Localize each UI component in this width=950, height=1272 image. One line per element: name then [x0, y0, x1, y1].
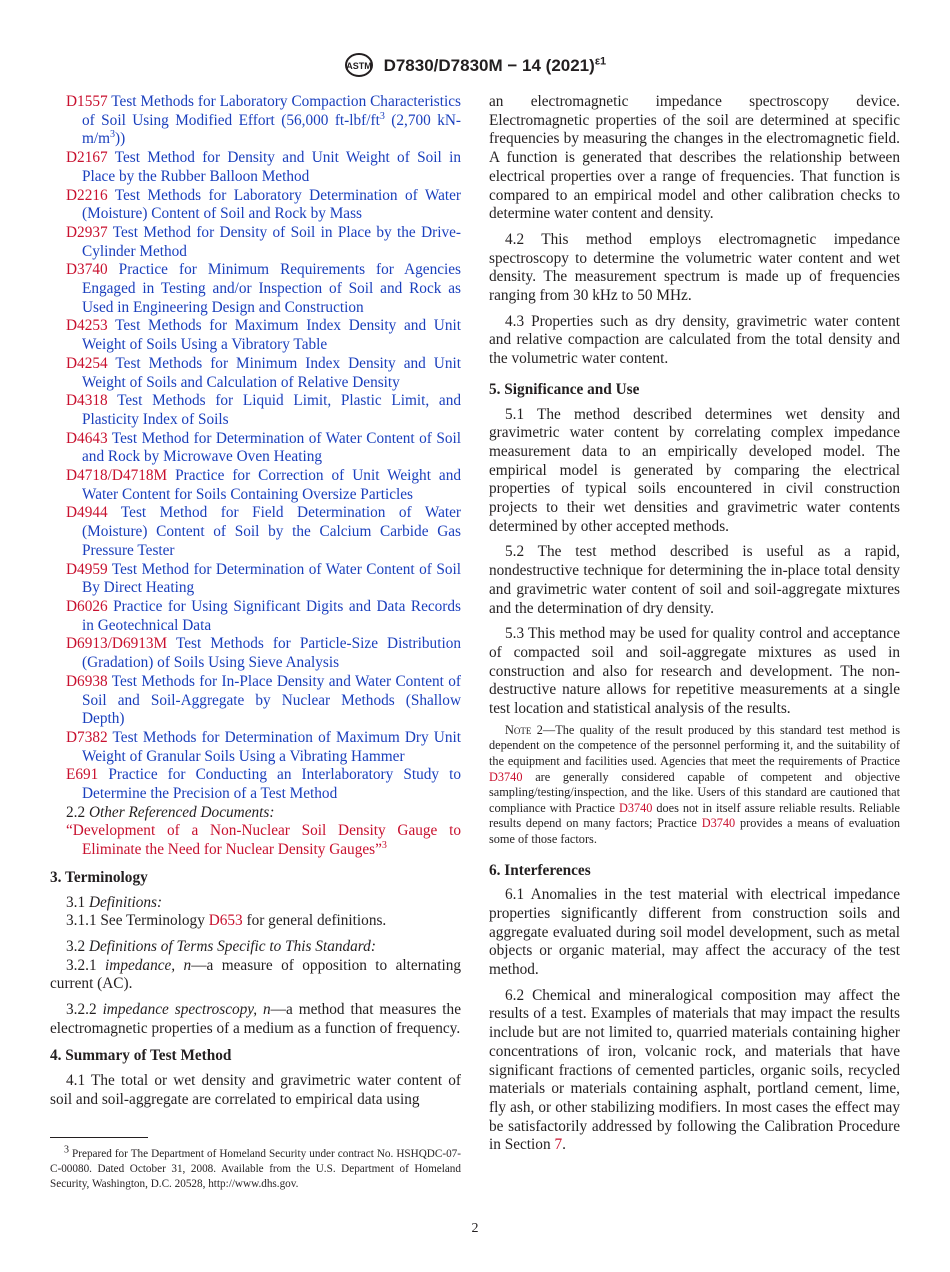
- ref-d4318: D4318 Test Methods for Liquid Limit, Plastic Limit, and Plasticity Index of Soils: [66, 392, 461, 428]
- footnote-3: $^3$ Prepared for The Department of Homeland Security under contract No. HSHQDC-07-C-00080. Dated October 31, 2008. Available from the U.S. Department of Homeland Security, Washington, D.C. 20528, http://www.dhs.gov.: [50, 1144, 461, 1190]
- other-doc-ref[interactable]: “Development of a Non-Nuclear Soil Density Gauge to Eliminate the Need for Nuclear Density Gauges”$^3$: [66, 822, 461, 859]
- ref-d2937: D2937 Test Method for Density of Soil in Place by the Drive-Cylinder Method: [66, 223, 461, 260]
- section-3-1-1: 3.1.1 See Terminology D653 for general definitions.: [66, 912, 387, 930]
- section-3-2-1: 3.2.1 impedance, n—a measure of opposition to alternating current (AC).: [50, 956, 462, 993]
- section-4-1: 4.1 The total or wet density and gravimetric water content of soil and soil-aggregate are correlated to empirical data using: [50, 1072, 461, 1108]
- footnote-rule: [50, 1137, 148, 1138]
- ref-e691: E691 Practice for Conducting an Interlaboratory Study to Determine the Precision of a Test Method: [66, 766, 461, 803]
- epsilon-mark: ε1: [594, 55, 607, 68]
- section-3-heading: 3. Terminology: [50, 868, 148, 886]
- d3740-link[interactable]: D3740: [618, 800, 653, 815]
- ref-d2216: D2216 Test Methods for Laboratory Determination of Water (Moisture) Content of Soil and Rock by Mass: [66, 186, 461, 223]
- section-4-heading: 4. Summary of Test Method: [50, 1047, 232, 1065]
- section-7-link[interactable]: 7: [554, 1136, 563, 1154]
- astm-logo-icon: [344, 52, 374, 83]
- ref-d7382: D7382 Test Methods for Determination of Maximum Dry Unit Weight of Granular Soils Using a Vibrating Hammer: [66, 728, 461, 765]
- ref-d1557: D1557 Test Methods for Laboratory Compaction Characteristics of Soil Using Modified Effort (56,000 $ft-lbf/ft^3$ (2,700 $kN-m/m^3$)): [66, 93, 461, 148]
- ref-code[interactable]: D1557: [66, 93, 108, 110]
- ref-d6026: D6026 Practice for Using Significant Digits and Data Records in Geotechnical Data: [66, 597, 461, 634]
- section-3-2-2: 3.2.2 impedance spectroscopy, n—a method that measures the electromagnetic properties of a medium as a function of frequency.: [50, 1001, 461, 1037]
- note-2: Note 2—The quality of the result produced by this standard test method is dependent on the competence of the personnel performing it, and the suitability of the equipment and facilities used. Agencies that meet the requirements of Practice D3740 are generally considered capable of competent and objective sampling/testing/inspection, and the like. Users of this standard are cautioned that compliance with Practice D3740 does not in itself assure reliable results. Reliable results depend on many factors; Practice D3740 provides a means of evaluation some of those factors.: [489, 722, 901, 846]
- section-4-3: 4.3 Properties such as dry density, gravimetric water content and relative compaction are calculated from the total density and the volumetric water content.: [489, 312, 900, 368]
- section-6-heading: 6. Interferences: [489, 861, 591, 879]
- svg-text:ASTM: ASTM: [346, 61, 372, 71]
- ref-d4944: D4944 Test Method for Field Determination of Water (Moisture) Content of Soil by the Calcium Carbide Gas Pressure Tester: [66, 504, 461, 559]
- designation: D7830/D7830M − 14 (2021): [383, 56, 595, 75]
- d3740-link[interactable]: D3740: [701, 816, 736, 831]
- ref-d2167: D2167 Test Method for Density and Unit Weight of Soil in Place by the Rubber Balloon Method: [66, 149, 461, 185]
- page-number: 2: [471, 1221, 479, 1236]
- d3740-link[interactable]: D3740: [489, 769, 523, 784]
- left-column: [50, 93, 461, 1110]
- ref-d3740: D3740 Practice for Minimum Requirements for Agencies Engaged in Testing and/or Inspection of Soil and Rock as Used in Engineering Design and Construction: [66, 261, 461, 316]
- section-3-2: 3.2 Definitions of Terms Specific to This Standard:: [66, 937, 376, 955]
- section-4-1-cont: an electromagnetic impedance spectroscopy device. Electromagnetic properties of the soil are determined at specific frequencies by measuring the changes in the electromagnetic field. A function is generated that describes the relationship between electrical properties over a range of frequencies. That function is compared to an empirical model and other calibration checks to determine water content and density.: [489, 93, 900, 223]
- ref-d6938: D6938 Test Methods for In-Place Density and Water Content of Soil and Soil-Aggregate by Nuclear Methods (Shallow Depth): [66, 672, 461, 728]
- section-5-1: 5.1 The method described determines wet density and gravimetric water content by correlating complex impedance measurement data to an empirically developed model. The empirical model is generated by comparing the electrical properties of typical soils encountered in civil construction projects to their wet densities and gravimetric water contents determined by other accepted methods.: [489, 405, 900, 535]
- right-column: [489, 93, 900, 1155]
- section-5-heading: 5. Significance and Use: [489, 380, 640, 398]
- section-5-3: 5.3 This method may be used for quality control and acceptance of compacted soil and soil-aggregate mixtures as used in construction and also for research and development. The non-destructive nature allows for repetitive measurements at a single test location and statistical analysis of the results.: [489, 625, 900, 718]
- page-header: [0, 52, 950, 83]
- ref-d4959: D4959 Test Method for Determination of Water Content of Soil By Direct Heating: [66, 560, 461, 597]
- section-5-2: 5.2 The test method described is useful as a rapid, nondestructive technique for determining the in-place total density and gravimetric water content of soil and soil-aggregate mixtures and the determination of dry density.: [489, 543, 900, 617]
- ref-d4253: D4253 Test Methods for Maximum Index Density and Unit Weight of Soils Using a Vibratory Table: [66, 317, 461, 354]
- section-3-1: 3.1 Definitions:: [66, 893, 163, 911]
- ref-d6913: D6913/D6913M Test Methods for Particle-Size Distribution (Gradation) of Soils Using Sieve Analysis: [66, 635, 461, 672]
- ref-d4643: D4643 Test Method for Determination of Water Content of Soil and Rock by Microwave Oven Heating: [66, 429, 461, 466]
- section-6-1: 6.1 Anomalies in the test material with electrical impedance properties significantly different from construction soils and aggregate evaluated during soil model development, such as metal objects or organic material, may affect the accuracy of the test method.: [489, 886, 900, 979]
- section-4-2: 4.2 This method employs electromagnetic impedance spectroscopy to determine the volumetric water content and wet density. The measurement spectrum is made up of frequencies ranging from 30 kHz to 50 MHz.: [489, 230, 900, 305]
- section-2-2: 2.2 Other Referenced Documents:: [66, 803, 275, 821]
- section-6-2: 6.2 Chemical and mineralogical composition may affect the results of a test. Examples of materials that may impact the results include but are not limited to, quarried materials containing higher concentrations of iron, volcanic rock, and materials that have significant fractions of cemented particles, organic soils, recycled materials or materials containing asphalt, portland cement, lime, fly ash, or other stabilizing modifiers. In most cases the effect may be satisfactorily addressed by following the Calibration Procedure in Section 7.: [489, 986, 900, 1154]
- d653-link[interactable]: D653: [208, 912, 243, 930]
- ref-d4718: D4718/D4718M Practice for Correction of Unit Weight and Water Content for Soils Containing Oversize Particles: [66, 467, 461, 503]
- ref-d4254: D4254 Test Methods for Minimum Index Density and Unit Weight of Soils and Calculation of Relative Density: [66, 354, 461, 391]
